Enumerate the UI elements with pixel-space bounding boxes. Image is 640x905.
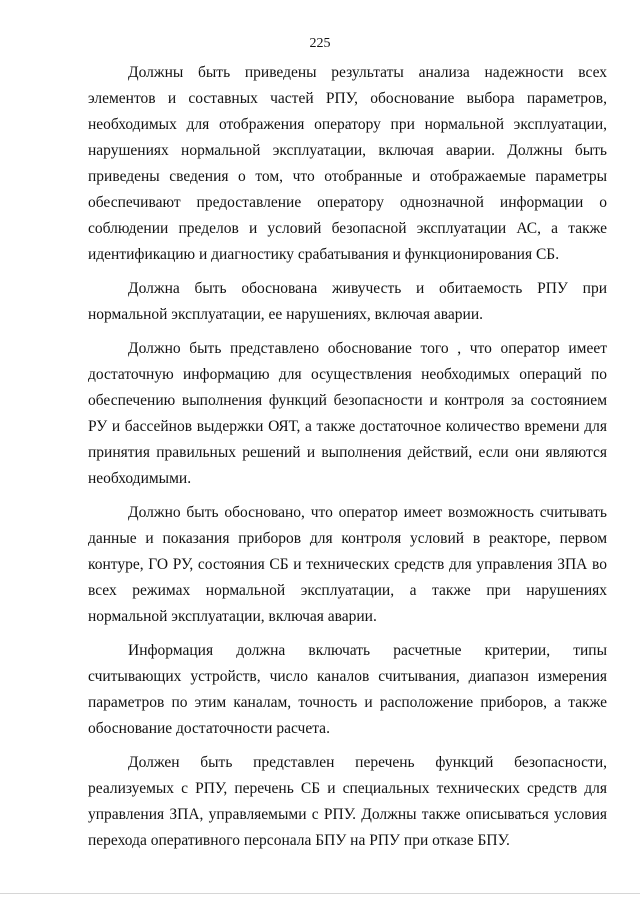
body-text [88,60,607,862]
paragraph-safety-functions-list: Должен быть представлен перечень функций безопасности, реализуемых с РПУ, перечень СБ и специальных технических средств для управления ЗПА, управляемыми с РПУ. Должны также описываться условия перехода оперативного персонала БПУ на РПУ при отказе БПУ. [88,754,607,849]
paragraph-reliability-analysis: Должны быть приведены результаты анализа надежности всех элементов и составных частей РПУ, обоснование выбора параметров, необходимых для отображения оператору при нормальной эксплуатации, нарушениях нормальной эксплуатации, включая аварии. Должны быть приведены сведения о том, что отобранные и отображаемые параметры обеспечивают предоставление оператору однозначной информации о соблюдении пределов и условий безопасной эксплуатации АС, а также идентификацию и диагностику срабатывания и функционирования СБ. [88,64,607,263]
page-number: 225 [309,36,331,51]
paragraph-instrument-readings: Должно быть обосновано, что оператор имеет возможность считывать данные и показания приборов для контроля условий в реакторе, первом контуре, ГО РУ, состояния СБ и технических средств для управления ЗПА во всех режимах нормальной эксплуатации, а также при нарушениях нормальной эксплуатации, включая аварии. [88,504,607,625]
paragraph-information-criteria: Информация должна включать расчетные критерии, типы считывающих устройств, число каналов считывания, диапазон измерения параметров по этим каналам, точность и расположение приборов, а также обоснование достаточности расчета. [88,642,607,737]
paragraph-survivability: Должна быть обоснована живучесть и обитаемость РПУ при нормальной эксплуатации, ее нарушениях, включая аварии. [88,280,607,323]
paragraph-operator-information: Должно быть представлено обоснование того , что оператор имеет достаточную информацию для осуществления необходимых операций по обеспечению выполнения функций безопасности и контроля за состоянием РУ и бассейнов выдержки ОЯТ, а также достаточное количество времени для принятия правильных решений и выполнения действий, если они являются необходимыми. [88,340,607,487]
bottom-rule [0,893,640,894]
